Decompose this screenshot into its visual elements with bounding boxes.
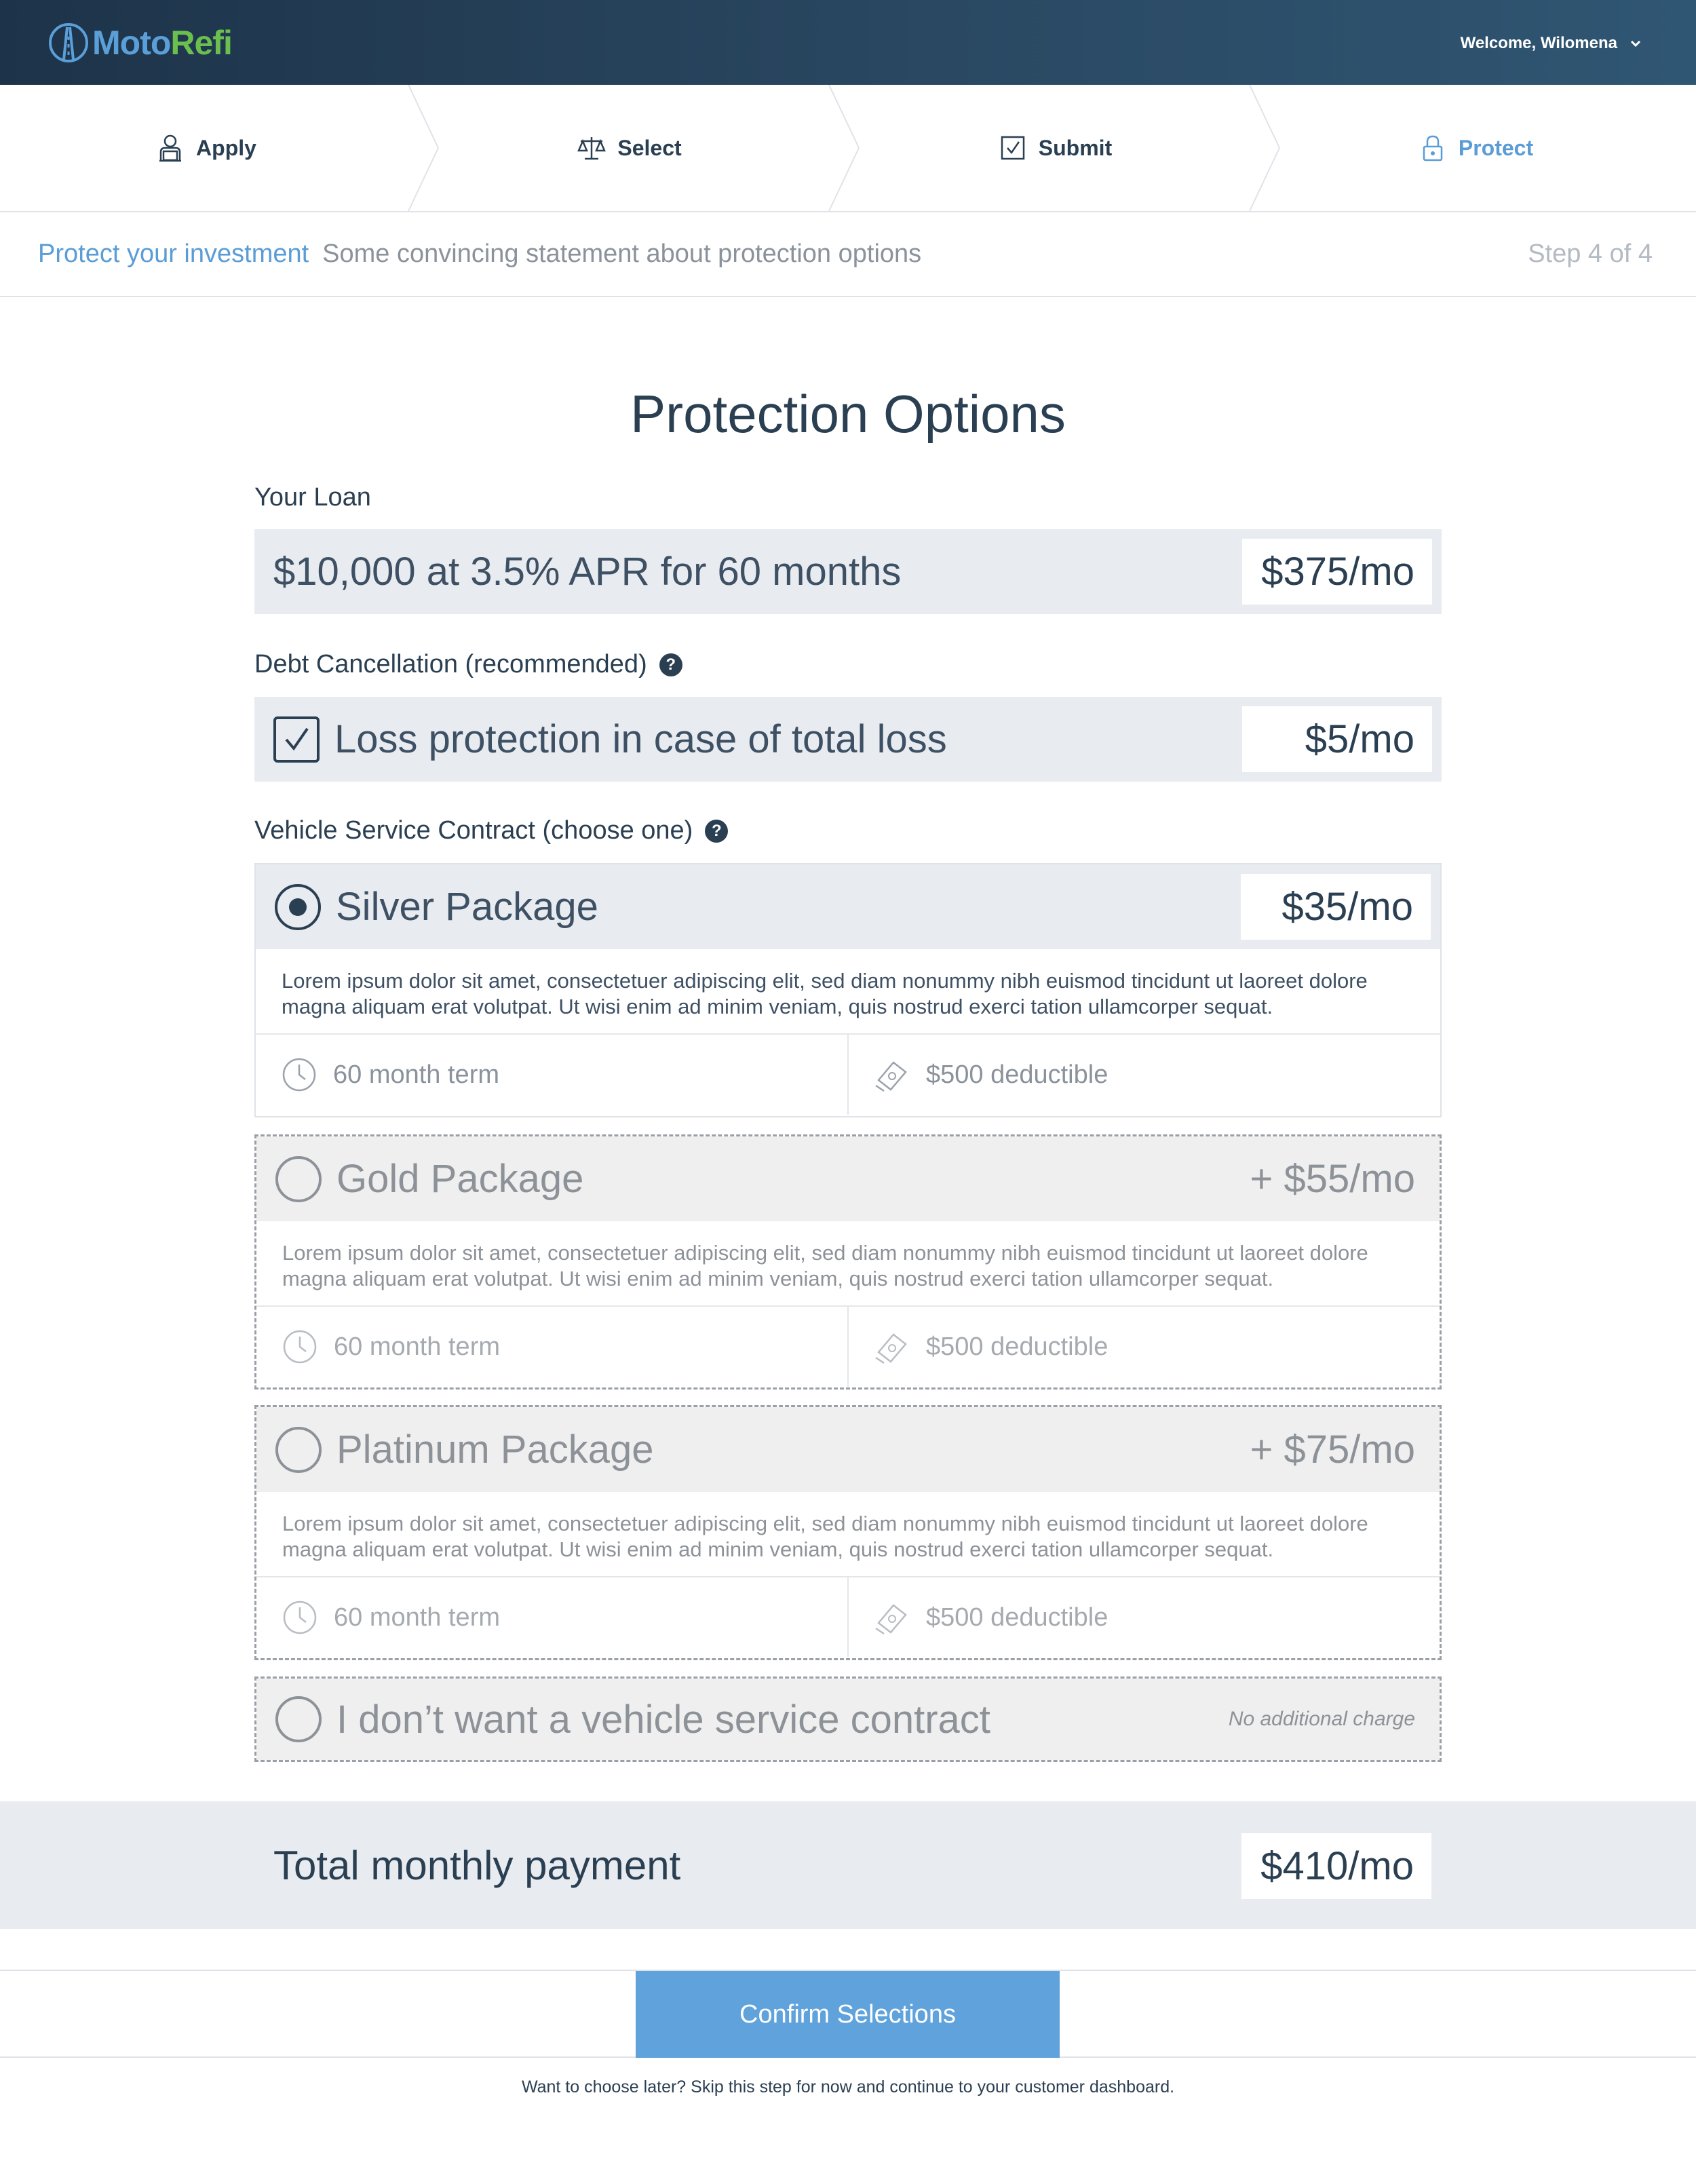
money-hand-icon (873, 1056, 911, 1094)
term-feature (256, 1577, 847, 1658)
checkbox-icon (998, 133, 1028, 163)
package-name: Platinum Package (336, 1428, 654, 1472)
confirm-band (0, 1970, 1696, 2058)
help-icon[interactable]: ? (659, 653, 682, 676)
page-title: Protection Options (630, 384, 1066, 444)
clock-icon (280, 1056, 318, 1094)
deductible-text: $500 deductible (926, 1060, 1109, 1089)
person-laptop-icon (155, 133, 185, 163)
debt-cancellation-row[interactable] (254, 697, 1442, 782)
loan-section-label: Your Loan (254, 483, 371, 512)
package-name: Gold Package (336, 1157, 584, 1201)
package-description: Lorem ipsum dolor sit amet, consectetuer adipiscing elit, sed diam nonummy nibh euismod tincidunt ut laoreet dolore magna aliquam erat volutpat. Ut wisi enim ad minim veniam, quis nostrud exerci tation ullamcorper sequat. (256, 949, 1440, 1035)
package-silver[interactable] (254, 863, 1442, 1117)
package-header[interactable] (256, 1136, 1440, 1221)
term-feature (256, 1035, 847, 1115)
total-payment-band (0, 1801, 1696, 1929)
skip-step-link[interactable]: Want to choose later? Skip this step for now and continue to your customer dashboard. (521, 2077, 1175, 2096)
deductible-text: $500 deductible (926, 1603, 1109, 1632)
welcome-text: Welcome, Wilomena (1460, 34, 1617, 52)
subheader-description: Some convincing statement about protection options (322, 240, 922, 268)
deductible-feature (847, 1577, 1440, 1658)
subheader-title: Protect your investment (38, 240, 309, 268)
package-radio[interactable] (275, 884, 321, 930)
confirm-selections-button[interactable]: Confirm Selections (636, 1971, 1060, 2058)
step-label: Apply (196, 135, 256, 160)
loan-summary-row (254, 529, 1442, 614)
step-divider (407, 85, 441, 211)
step-protect[interactable] (1282, 85, 1669, 211)
motorefi-logo[interactable] (47, 19, 232, 66)
money-hand-icon (873, 1328, 911, 1366)
package-features (256, 1035, 1440, 1115)
deductible-feature (847, 1035, 1440, 1115)
total-label: Total monthly payment (273, 1843, 681, 1888)
scale-icon (577, 133, 606, 163)
step-subheader (0, 212, 1696, 297)
option-note: No additional charge (1228, 1708, 1415, 1730)
step-label: Submit (1038, 135, 1113, 160)
total-price: $410/mo (1241, 1833, 1431, 1899)
help-icon[interactable]: ? (705, 820, 728, 843)
top-nav-bar (0, 0, 1696, 85)
option-label: I don’t want a vehicle service contract (336, 1697, 990, 1742)
package-description: Lorem ipsum dolor sit amet, consectetuer adipiscing elit, sed diam nonummy nibh euismod tincidunt ut laoreet dolore magna aliquam erat volutpat. Ut wisi enim ad minim veniam, quis nostrud exerci tation ullamcorper sequat. (256, 1492, 1440, 1577)
loan-price: $375/mo (1242, 539, 1432, 605)
package-radio[interactable] (275, 1156, 322, 1202)
loan-summary: $10,000 at 3.5% APR for 60 months (273, 550, 902, 594)
step-divider (828, 85, 862, 211)
option-header[interactable] (256, 1679, 1440, 1760)
clock-icon (281, 1328, 319, 1366)
road-logo-icon (47, 22, 90, 64)
deductible-text: $500 deductible (926, 1332, 1109, 1361)
option-radio[interactable] (275, 1696, 322, 1742)
loss-protection-checkbox[interactable] (273, 716, 320, 763)
package-features (256, 1307, 1440, 1387)
service-contract-label: Vehicle Service Contract (choose one) ? (254, 816, 728, 845)
package-platinum[interactable] (254, 1405, 1442, 1660)
package-header[interactable] (256, 1407, 1440, 1492)
term-feature (256, 1307, 847, 1387)
logo-wordmark: MotoRefi (92, 24, 232, 62)
package-features (256, 1577, 1440, 1658)
lock-icon (1418, 133, 1448, 163)
package-price: + $55/mo (1250, 1157, 1415, 1201)
package-description: Lorem ipsum dolor sit amet, consectetuer adipiscing elit, sed diam nonummy nibh euismod tincidunt ut laoreet dolore magna aliquam erat volutpat. Ut wisi enim ad minim veniam, quis nostrud exerci tation ullamcorper sequat. (256, 1221, 1440, 1307)
term-text: 60 month term (334, 1603, 500, 1632)
term-text: 60 month term (333, 1060, 499, 1089)
package-radio[interactable] (275, 1427, 322, 1473)
step-submit[interactable] (862, 85, 1248, 211)
package-price: + $75/mo (1250, 1428, 1415, 1472)
loss-protection-label: Loss protection in case of total loss (334, 717, 947, 761)
user-menu[interactable] (1461, 34, 1642, 53)
step-select[interactable] (441, 85, 817, 211)
radio-dot (289, 898, 307, 916)
package-header[interactable] (256, 864, 1440, 949)
money-hand-icon (873, 1598, 911, 1636)
step-divider (1248, 85, 1282, 211)
package-gold[interactable] (254, 1134, 1442, 1390)
progress-steps (0, 85, 1696, 212)
step-label: Protect (1458, 135, 1534, 160)
checkmark-icon (280, 723, 313, 756)
package-name: Silver Package (336, 885, 598, 929)
step-apply[interactable] (0, 85, 412, 211)
debt-cancellation-label: Debt Cancellation (recommended) ? (254, 650, 682, 679)
step-counter: Step 4 of 4 (1528, 240, 1653, 268)
package-price: $35/mo (1241, 874, 1431, 940)
chevron-down-icon (1630, 37, 1642, 50)
step-label: Select (617, 135, 682, 160)
deductible-feature (847, 1307, 1440, 1387)
no-service-contract-option[interactable] (254, 1677, 1442, 1762)
term-text: 60 month term (334, 1332, 500, 1361)
loss-protection-price: $5/mo (1242, 706, 1432, 772)
clock-icon (281, 1598, 319, 1636)
